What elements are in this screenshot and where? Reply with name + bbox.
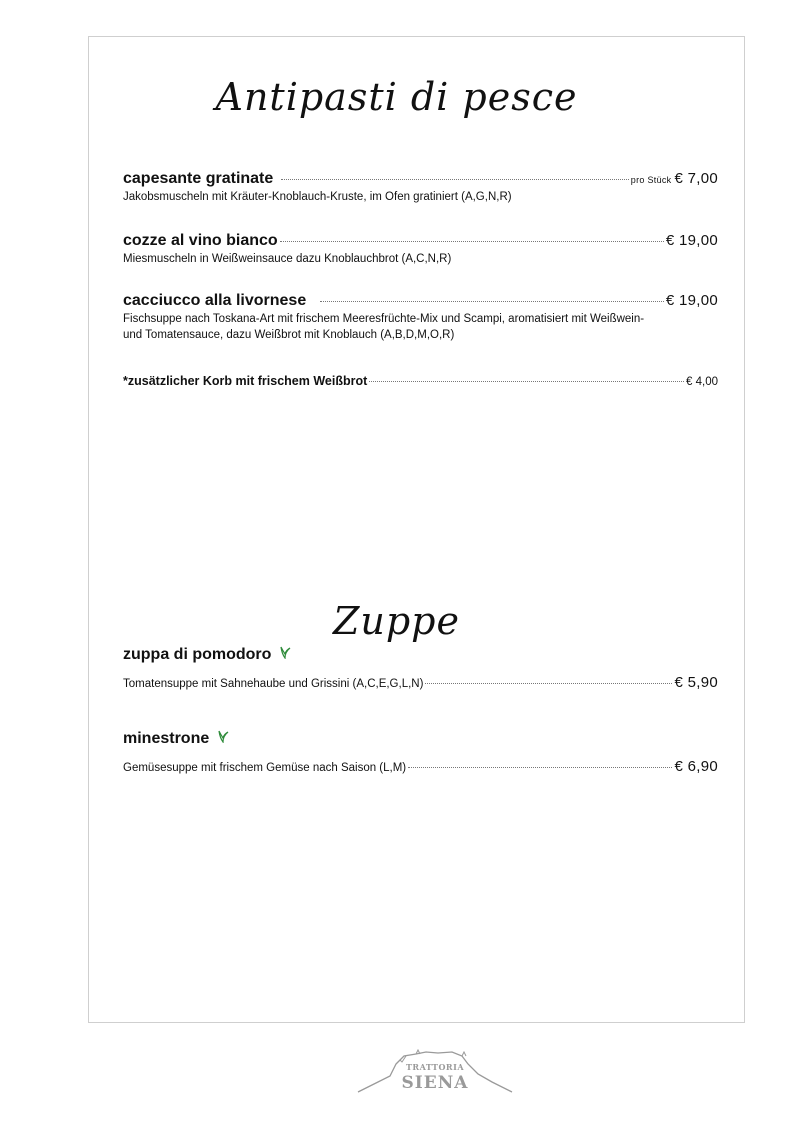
menu-item-cacciucco [123,292,718,343]
trattoria-siena-logo [356,1046,514,1096]
logo-line-2: SIENA [401,1073,469,1093]
dot-leader [280,241,664,242]
item-name: capesante gratinate [123,170,274,187]
item-name: cozze al vino bianco [123,232,278,249]
item-description: Gemüsesuppe mit frischem Gemüse nach Saison (L,M) [123,762,407,774]
item-description-line-2: und Tomatensauce, dazu Weißbrot mit Knoblauch (A,B,D,M,O,R) [123,329,455,341]
item-price: € 4,00 [686,376,718,388]
item-description: Tomatensuppe mit Sahnehaube und Grissini (A,C,E,G,L,N) [123,678,424,690]
item-description: Miesmuscheln in Weißweinsauce dazu Knoblauchbrot (A,C,N,R) [123,253,452,265]
menu-item-zuppa-pomodoro [123,646,718,692]
logo-line-1: TRATTORIA [405,1062,465,1072]
item-description: Jakobsmuscheln mit Kräuter-Knoblauch-Kruste, im Ofen gratiniert (A,G,N,R) [123,191,512,203]
dot-leader [425,683,672,684]
item-name: zuppa di pomodoro [123,646,272,663]
item-name: cacciucco alla livornese [123,292,307,309]
leaf-icon [217,730,229,746]
menu-item-minestrone [123,730,718,776]
section-title-zuppe: Zuppe [332,599,460,644]
dot-leader [369,381,684,382]
section-title-antipasti: Antipasti di pesce [215,75,578,120]
item-name: *zusätzlicher Korb mit frischem Weißbrot [123,374,368,388]
item-price: € 19,00 [665,292,718,309]
item-description-line-1: Fischsuppe nach Toskana-Art mit frischem Meeresfrüchte-Mix und Scampi, aromatisiert mit Weißwein- [123,313,645,325]
menu-item-cozze [123,232,718,267]
menu-item-capesante [123,170,718,205]
price-prefix: pro Stück [630,175,672,185]
dot-leader [281,179,628,180]
item-price: € 6,90 [674,758,718,775]
item-price: € 19,00 [665,232,718,249]
dot-leader [320,301,664,302]
leaf-icon [279,646,291,662]
dot-leader [408,767,672,768]
item-price [631,170,718,187]
item-price: € 5,90 [674,674,718,691]
price-value: € 7,00 [674,170,718,187]
menu-item-extra-bread [123,374,718,388]
item-name: minestrone [123,730,210,747]
